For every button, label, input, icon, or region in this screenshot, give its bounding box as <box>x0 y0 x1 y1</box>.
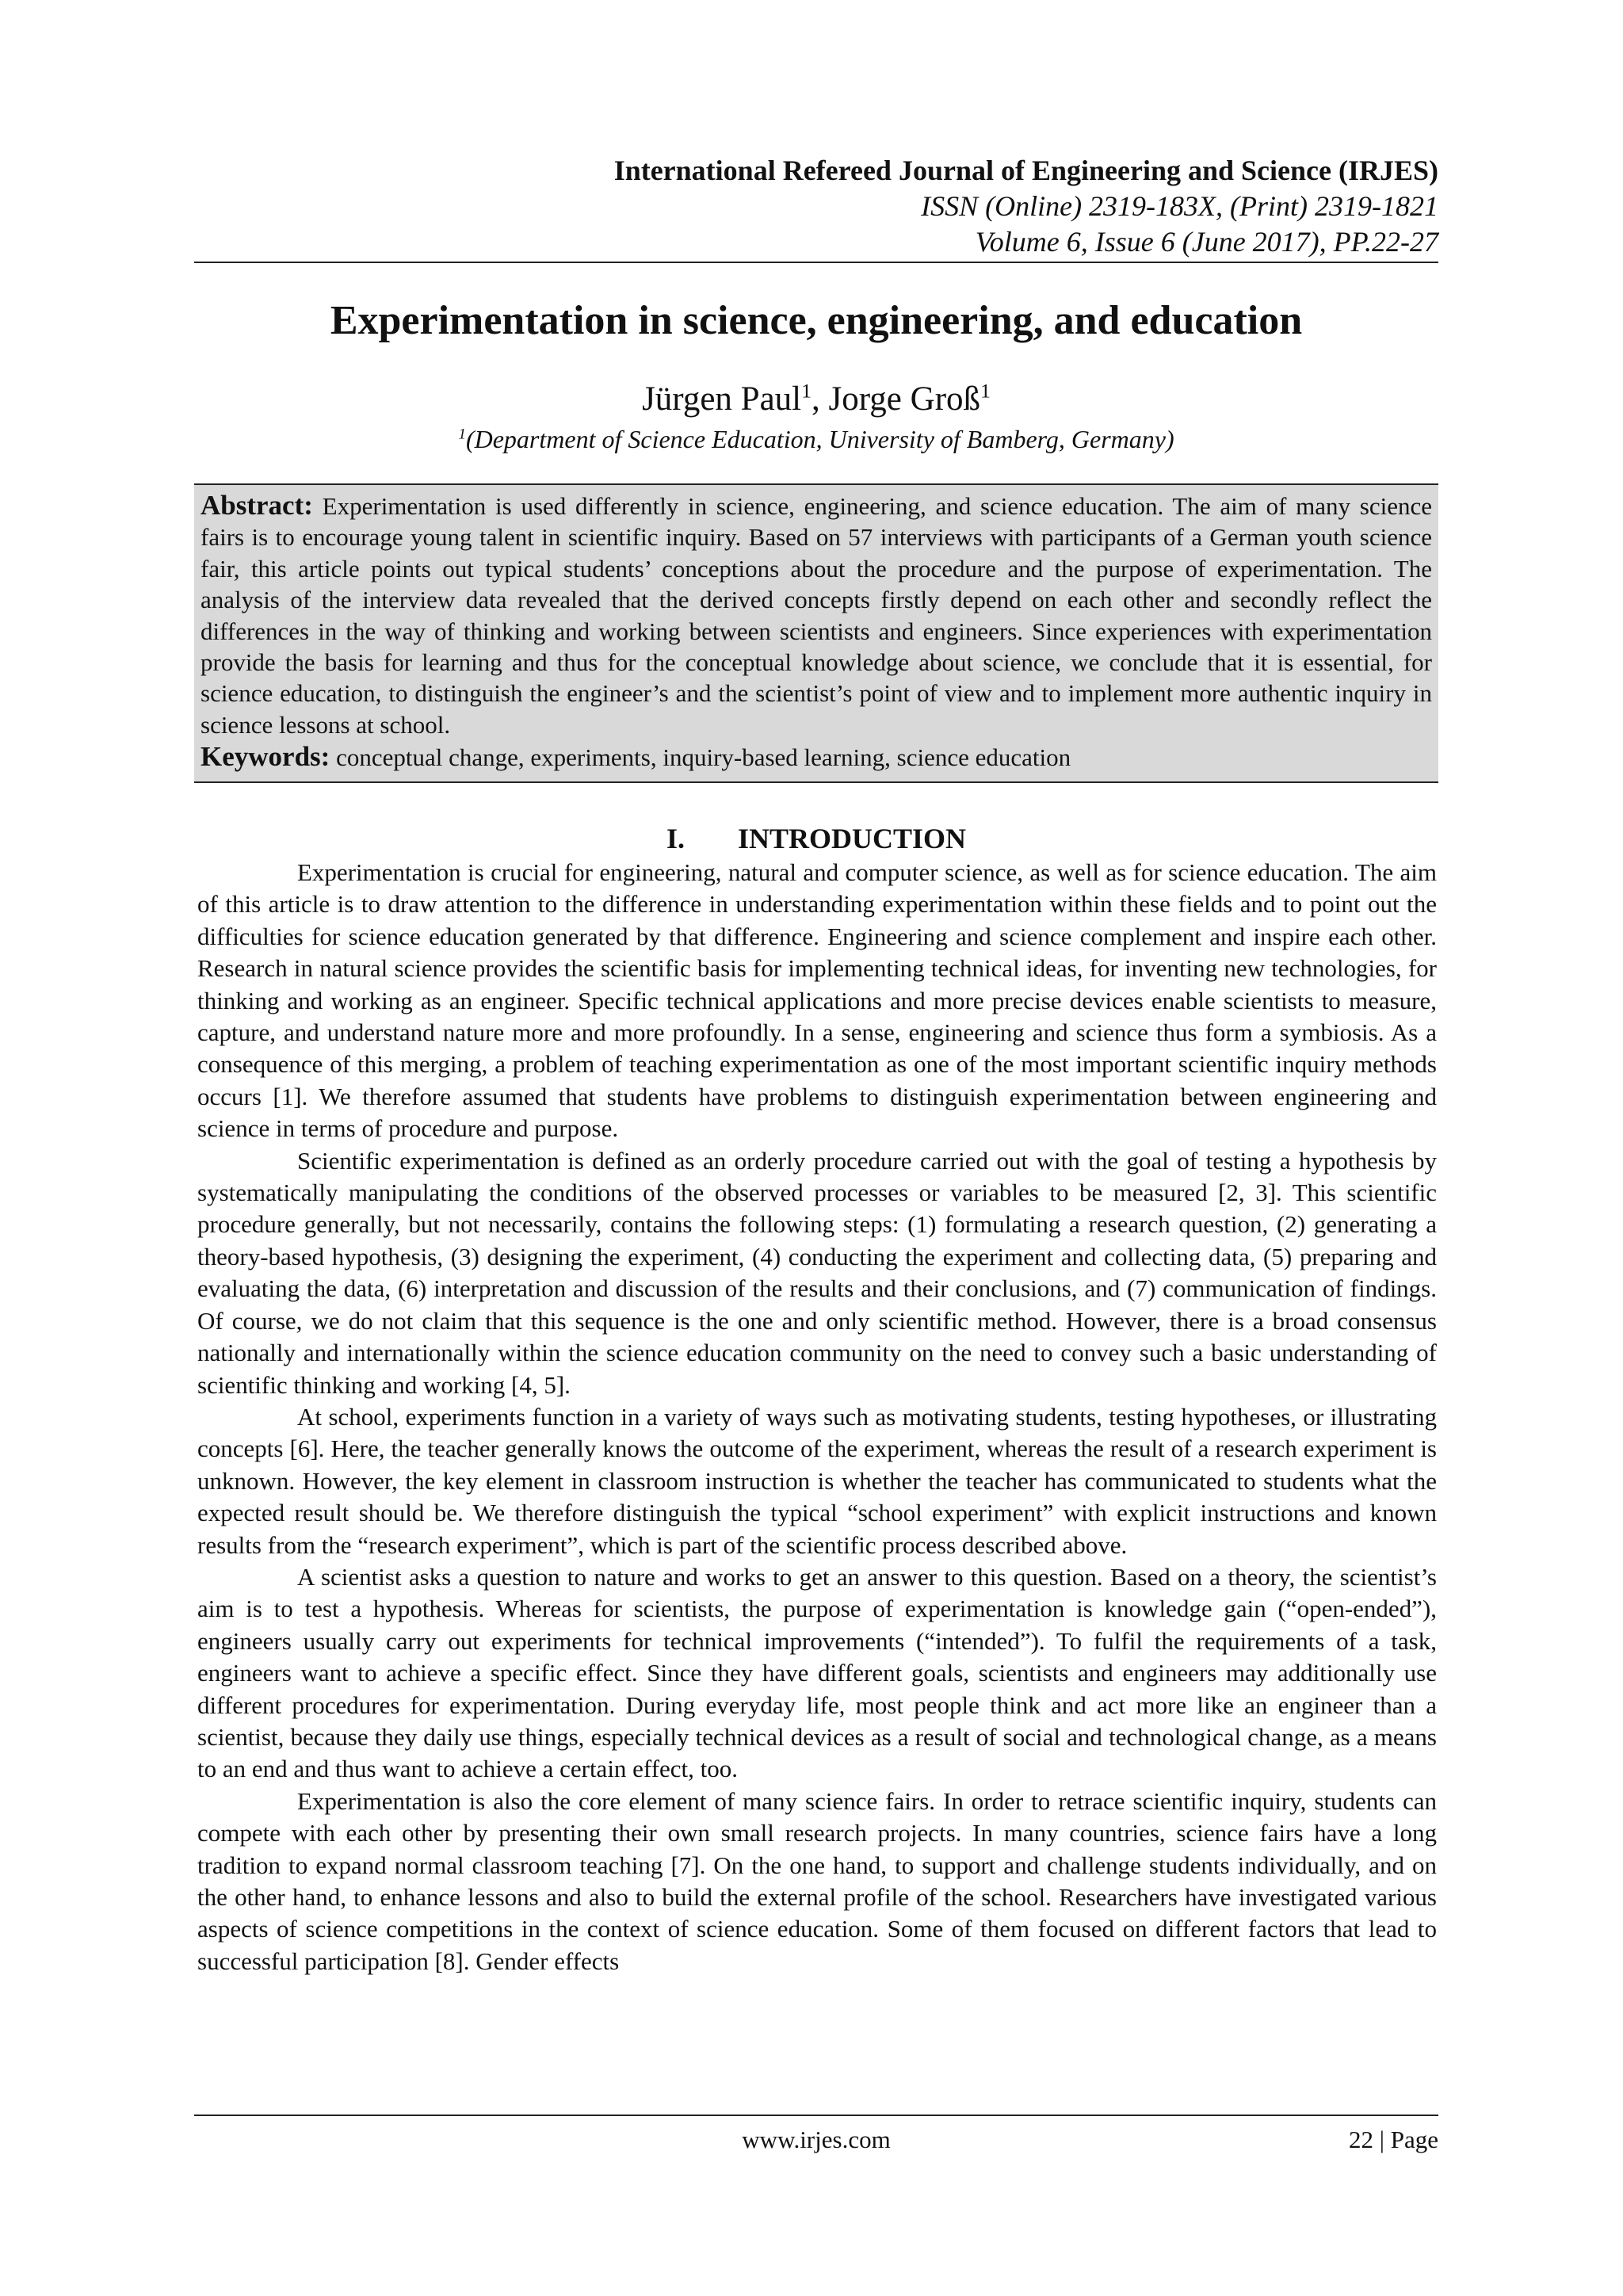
paper-title: Experimentation in science, engineering, and education <box>330 298 1303 343</box>
journal-header <box>194 153 1438 260</box>
keywords-label: Keywords: <box>200 741 330 773</box>
affiliation-mark: 1 <box>458 426 466 443</box>
affiliation-text: (Department of Science Education, University of Bamberg, Germany) <box>465 425 1174 453</box>
body-paragraph: Experimentation is also the core element of many science fairs. In order to retrace scientific inquiry, students can compete with each other by presenting their own small research projects. In many countries, science fairs have a long tradition to expand normal classroom teaching [7]. On the one hand, to support and challenge students individually, and on the other hand, to enhance lessons and also to build the external profile of the school. Researchers have investigated various aspects of science competitions in the context of science education. Some of them focused on different factors that lead to successful participation [8]. Gender effects <box>197 1786 1437 1975</box>
abstract-box <box>194 483 1438 783</box>
footer-url: www.irjes.com <box>742 2126 891 2153</box>
author-name: Jürgen Paul <box>642 380 802 418</box>
author-affiliation-mark: 1 <box>980 379 991 403</box>
abstract <box>200 490 1432 740</box>
body-paragraph: Experimentation is crucial for engineering, natural and computer science, as well as for science education. The aim of this article is to draw attention to the difference in understanding experimentation within these fields and to point out the difficulties for science education generated by that difference. Engineering and science complement and inspire each other. Research in natural science provides the scientific basis for implementing technical ideas, for inventing new technologies, for thinking and working as an engineer. Specific technical applications and more precise devices enable scientists to measure, capture, and understand nature more and more profoundly. In a sense, engineering and science thus form a symbiosis. As a consequence of this merging, a problem of teaching experimentation as one of the most important scientific inquiry methods occurs [1]. We therefore assumed that students have problems to distinguish experimentation between engineering and science in terms of procedure and purpose. <box>197 858 1437 1143</box>
author-separator: , <box>812 380 829 418</box>
author-name: Jorge Groß <box>828 380 981 418</box>
keywords <box>200 740 1432 774</box>
abstract-text: Experimentation is used differently in science, engineering, and science education. The aim of many science fairs is to encourage young talent in scientific inquiry. Based on 57 interviews with participants of a German youth science fair, this article points out typical students’ conceptions about the procedure and the purpose of experimentation. The analysis of the interview data revealed that the derived concepts firstly depend on each other and secondly reflect the differences in the way of thinking and working between scientists and engineers. Since experiences with experimentation provide the basis for learning and thus for the conceptual knowledge about science, we conclude that it is essential, for science education, to distinguish the engineer’s and the scientist’s point of view and to implement more authentic inquiry in science lessons at school. <box>200 492 1433 739</box>
body-paragraph: A scientist asks a question to nature and works to get an answer to this question. Based on a theory, the scientist’s aim is to test a hypothesis. Whereas for scientists, the purpose of experimentation is knowledge gain (“open-ended”), engineers usually carry out experiments for technical improvements (“intended”). To fulfil the requirements of a task, engineers want to achieve a specific effect. Since they have different goals, scientists and engineers may additionally use different procedures for experimentation. During everyday life, most people think and act more like an engineer than a scientist, because they daily use things, especially technical devices as a result of social and technological change, as a means to an end and thus want to achieve a certain effect, too. <box>197 1562 1437 1783</box>
abstract-label: Abstract: <box>200 490 313 521</box>
body-text <box>197 857 1437 1977</box>
journal-volume: Volume 6, Issue 6 (June 2017), PP.22-27 <box>975 226 1438 258</box>
journal-issn: ISSN (Online) 2319-183X, (Print) 2319-1821 <box>921 190 1438 222</box>
journal-name: International Refereed Journal of Engineering and Science (IRJES) <box>613 155 1438 186</box>
author-affiliation-mark: 1 <box>801 379 812 403</box>
keywords-text: conceptual change, experiments, inquiry-based learning, science education <box>336 743 1071 772</box>
section-number: I. <box>666 823 685 854</box>
author-list <box>194 377 1438 422</box>
section-heading <box>194 820 1438 857</box>
footer-divider <box>194 2115 1438 2116</box>
body-paragraph: At school, experiments function in a variety of ways such as motivating students, testing hypotheses, or illustrating concepts [6]. Here, the teacher generally knows the outcome of the experiment, whereas the result of a research experiment is unknown. However, the key element in classroom instruction is whether the teacher has communicated to students what the expected result should be. We therefore distinguish the typical “school experiment” with explicit instructions and known results from the “research experiment”, which is part of the scientific process described above. <box>197 1402 1437 1559</box>
body-paragraph: Scientific experimentation is defined as an orderly procedure carried out with the goal of testing a hypothesis by systematically manipulating the conditions of the observed processes or variables to be measured [2, 3]. This scientific procedure generally, but not necessarily, contains the following steps: (1) formulating a research question, (2) generating a theory-based hypothesis, (3) designing the experiment, (4) conducting the experiment and collecting data, (5) preparing and evaluating the data, (6) interpretation and discussion of the results and their conclusions, and (7) communication of findings. Of course, we do not claim that this sequence is the one and only scientific method. However, there is a broad consensus nationally and internationally within the science education community on the need to convey such a basic understanding of scientific thinking and working [4, 5]. <box>197 1146 1437 1399</box>
paper-page <box>194 0 1438 2296</box>
header-divider <box>194 262 1438 263</box>
page-number: 22 | Page <box>1349 2126 1438 2153</box>
affiliation <box>194 422 1438 457</box>
section-title: INTRODUCTION <box>737 823 967 854</box>
